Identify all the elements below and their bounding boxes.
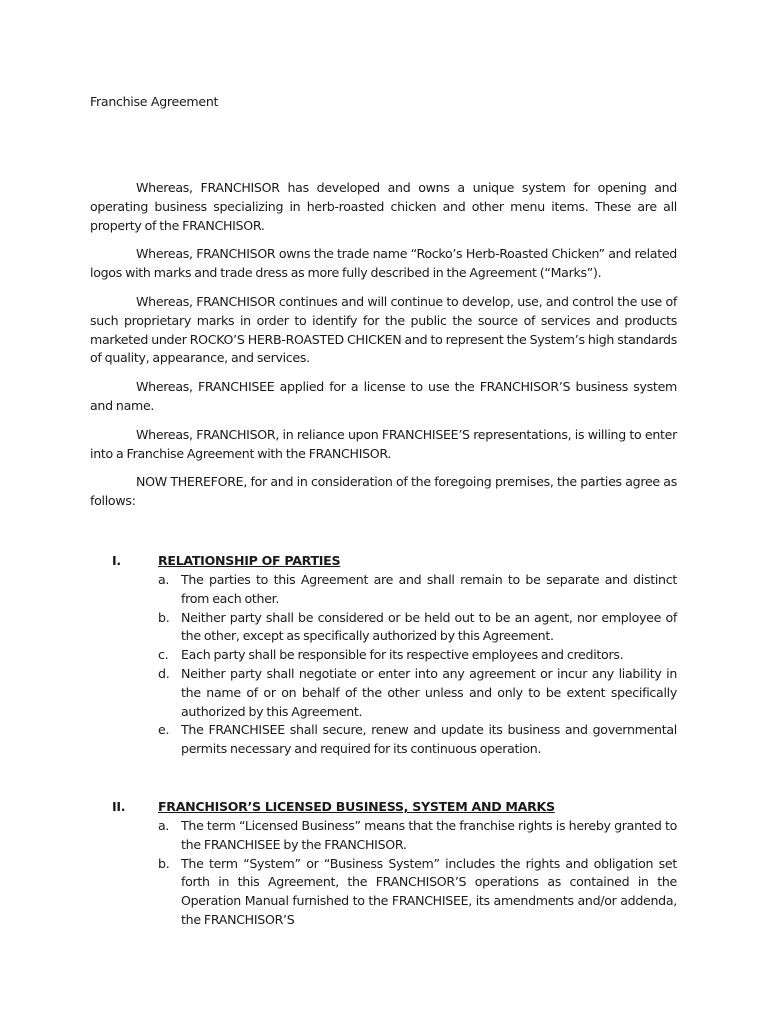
- item-text: Neither party shall be considered or be held out to be an agent, nor employee of the other, except as specifically authorized by this Agreement.: [181, 609, 677, 644]
- whereas-paragraph-2: Whereas, FRANCHISOR owns the trade name “Rocko’s Herb-Roasted Chicken” and related logos with marks and trade dress as more fully described in the Agreement (“Marks”).: [90, 246, 677, 281]
- item-text: Each party shall be responsible for its respective employees and creditors.: [181, 647, 624, 663]
- whereas-paragraph-1: Whereas, FRANCHISOR has developed and owns a unique system for opening and operating business specializing in herb-roasted chicken and other menu items. These are all property of the FRANCHISOR.: [90, 180, 677, 233]
- preamble: [90, 179, 677, 521]
- now-therefore-paragraph: NOW THEREFORE, for and in consideration of the foregoing premises, the parties agree as follows:: [90, 474, 677, 509]
- section-title: FRANCHISOR’S LICENSED BUSINESS, SYSTEM AND MARKS: [158, 799, 555, 814]
- list-item: [158, 609, 677, 647]
- item-letter: a.: [158, 572, 170, 587]
- item-letter: a.: [158, 818, 170, 833]
- list-item: [158, 571, 677, 609]
- list-item: [158, 665, 677, 721]
- document-title: Franchise Agreement: [90, 94, 219, 109]
- list-item: [158, 817, 677, 855]
- item-text: The FRANCHISEE shall secure, renew and update its business and governmental permits necessary and required for its continuous operation.: [181, 722, 677, 757]
- list-item: [158, 646, 677, 665]
- list-item: [158, 721, 677, 759]
- item-text: Neither party shall negotiate or enter into any agreement or incur any liability in the name of or on behalf of the other unless and only to be extent specifically authorized by this Agreement.: [181, 665, 677, 719]
- item-letter: c.: [158, 647, 169, 663]
- whereas-paragraph-4: Whereas, FRANCHISEE applied for a license to use the FRANCHISOR’S business system and name.: [90, 379, 677, 413]
- item-text: The parties to this Agreement are and shall remain to be separate and distinct from each other.: [181, 572, 677, 606]
- item-letter: e.: [158, 722, 170, 738]
- section-title: RELATIONSHIP OF PARTIES: [158, 553, 341, 568]
- whereas-paragraph-5: Whereas, FRANCHISOR, in reliance upon FRANCHISEE’S representations, is willing to enter into a Franchise Agreement with the FRANCHISOR.: [90, 426, 677, 461]
- section-item-list: [158, 817, 677, 930]
- section-number: I.: [112, 553, 121, 568]
- list-item: [158, 855, 677, 930]
- item-letter: b.: [158, 855, 170, 871]
- item-letter: d.: [158, 665, 170, 681]
- item-text: The term “System” or “Business System” includes the rights and obligation set forth in this Agreement, the FRANCHISOR’S operations as contained in the Operation Manual furnished to the FRANCHISEE, its amendments and/or addenda, the FRANCHISOR’S: [181, 855, 677, 927]
- item-text: The term “Licensed Business” means that the franchise rights is hereby granted to the FRANCHISEE by the FRANCHISOR.: [181, 818, 677, 852]
- section-item-list: [158, 571, 677, 759]
- section-number: II.: [112, 799, 126, 814]
- item-letter: b.: [158, 609, 170, 625]
- whereas-paragraph-3: Whereas, FRANCHISOR continues and will continue to develop, use, and control the use of such proprietary marks in order to identify for the public the source of services and products marketed under ROCKO’S HERB-ROASTED CHICKEN and to represent the System’s high standards of quality, appearance, and services.: [90, 293, 677, 366]
